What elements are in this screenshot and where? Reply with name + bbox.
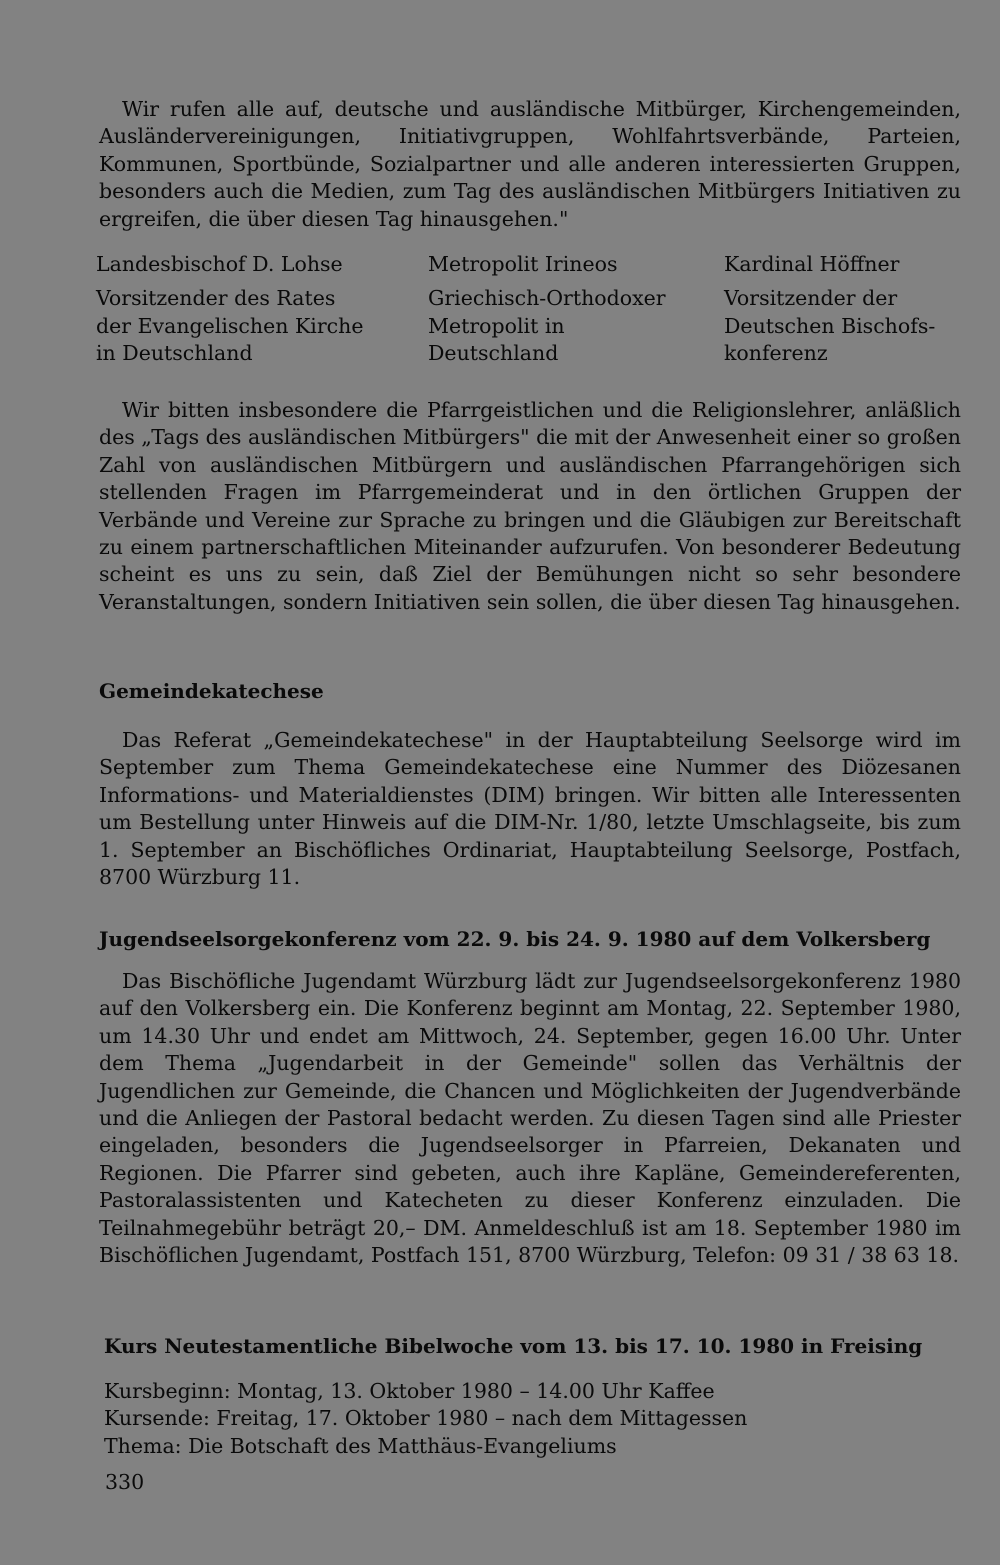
- signatory-title-line: Deutschland: [428, 341, 559, 366]
- signatory-title-line: Vorsitzender der: [724, 286, 898, 311]
- signatory-title-line: der Evangelischen Kirche: [96, 313, 364, 338]
- signatory-name: Metropolit Irineos: [428, 252, 618, 276]
- kurs-details: [104, 1378, 966, 1460]
- intro-paragraph: Wir rufen alle auf, deutsche und ausländische Mitbürger, Kirchengemeinden, Ausländervereinigungen, Initiativgruppen, Wohlfahrtsverbände, Parteien, Kommunen, Sportbünde, Sozialpartner und alle anderen interessierten Gruppen, besonders auch die Medien, zum Tag des ausländischen Mitbürgers Initiativen zu ergreifen, die über diesen Tag hinausgehen.": [99, 97, 961, 231]
- signatory-title-line: in Deutschland: [96, 341, 253, 366]
- kurs-end-line: Kursende: Freitag, 17. Oktober 1980 – nach dem Mittagessen: [104, 1406, 748, 1431]
- jugend-paragraph: Das Bischöfliche Jugendamt Würzburg lädt zur Jugendseelsorgekonferenz 1980 auf den Volkersberg ein. Die Konferenz beginnt am Montag, 22. September 1980, um 14.30 Uhr und endet am Mittwoch, 24. September, gegen 16.00 Uhr. Unter dem Thema „Jugendarbeit in der Gemeinde" sollen das Verhältnis der Jugendlichen zur Gemeinde, die Chancen und Möglichkeiten der Jugendverbände und die Anliegen der Pastoral bedacht werden. Zu diesen Tagen sind alle Priester eingeladen, besonders die Jugendseelsorger in Pfarreien, Dekanaten und Regionen. Die Pfarrer sind gebeten, auch ihre Kapläne, Gemeindereferenten, Pastoralassistenten und Katecheten zu dieser Konferenz einzuladen. Die Teilnahmegebühr beträgt 20,– DM. Anmeldeschluß ist am 18. September 1980 im Bischöflichen Jugendamt, Postfach 151, 8700 Würzburg, Telefon: 09 31 / 38 63 18.: [99, 969, 961, 1268]
- signatory-title-line: Metropolit in: [428, 313, 565, 338]
- signatory-title-line: konferenz: [724, 341, 828, 366]
- section-heading-jugendseelsorgekonferenz: Jugendseelsorgekonferenz vom 22. 9. bis 24. 9. 1980 auf dem Volkersberg: [99, 927, 931, 951]
- page-number: 330: [105, 1470, 145, 1494]
- signatory-lohse: [96, 251, 363, 368]
- signatory-title-line: Vorsitzender des Rates: [96, 286, 336, 311]
- signatory-irineos: [428, 251, 666, 368]
- kurs-theme-line: Thema: Die Botschaft des Matthäus-Evangeliums: [104, 1433, 617, 1458]
- signatory-hoeffner: [724, 251, 935, 368]
- signatory-title-line: Deutschen Bischofs-: [724, 313, 936, 338]
- signatory-title-line: Griechisch-Orthodoxer: [428, 286, 666, 311]
- request-paragraph: Wir bitten insbesondere die Pfarrgeistlichen und die Religionslehrer, anläßlich des „Tags des ausländischen Mitbürgers" die mit der Anwesenheit einer so großen Zahl von ausländischen Mitbürgern und ausländischen Pfarrangehörigen sich stellenden Fragen im Pfarrgemeinderat und in den örtlichen Gruppen der Verbände und Vereine zur Sprache zu bringen und die Gläubigen zur Bereitschaft zu einem partnerschaftlichen Miteinander aufzurufen. Von besonderer Bedeutung scheint es uns zu sein, daß Ziel der Bemühungen nicht so sehr besondere Veranstaltungen, sondern Initiativen sein sollen, die über diesen Tag hinausgehen.: [99, 398, 961, 614]
- gemeindekatechese-paragraph: Das Referat „Gemeindekatechese" in der Hauptabteilung Seelsorge wird im September zum Thema Gemeindekatechese eine Nummer des Diözesanen Informations- und Materialdienstes (DIM) bringen. Wir bitten alle Interessenten um Bestellung unter Hinweis auf die DIM-Nr. 1/80, letzte Umschlagseite, bis zum 1. September an Bischöfliches Ordinariat, Hauptabteilung Seelsorge, Postfach, 8700 Würzburg 11.: [99, 728, 961, 890]
- signatory-name: Kardinal Höffner: [724, 252, 900, 276]
- kurs-start-line: Kursbeginn: Montag, 13. Oktober 1980 – 14.00 Uhr Kaffee: [104, 1379, 715, 1403]
- section-heading-kurs: Kurs Neutestamentliche Bibelwoche vom 13. bis 17. 10. 1980 in Freising: [104, 1334, 923, 1358]
- signatory-name: Landesbischof D. Lohse: [96, 252, 343, 276]
- section-heading-gemeindekatechese: Gemeindekatechese: [99, 679, 324, 703]
